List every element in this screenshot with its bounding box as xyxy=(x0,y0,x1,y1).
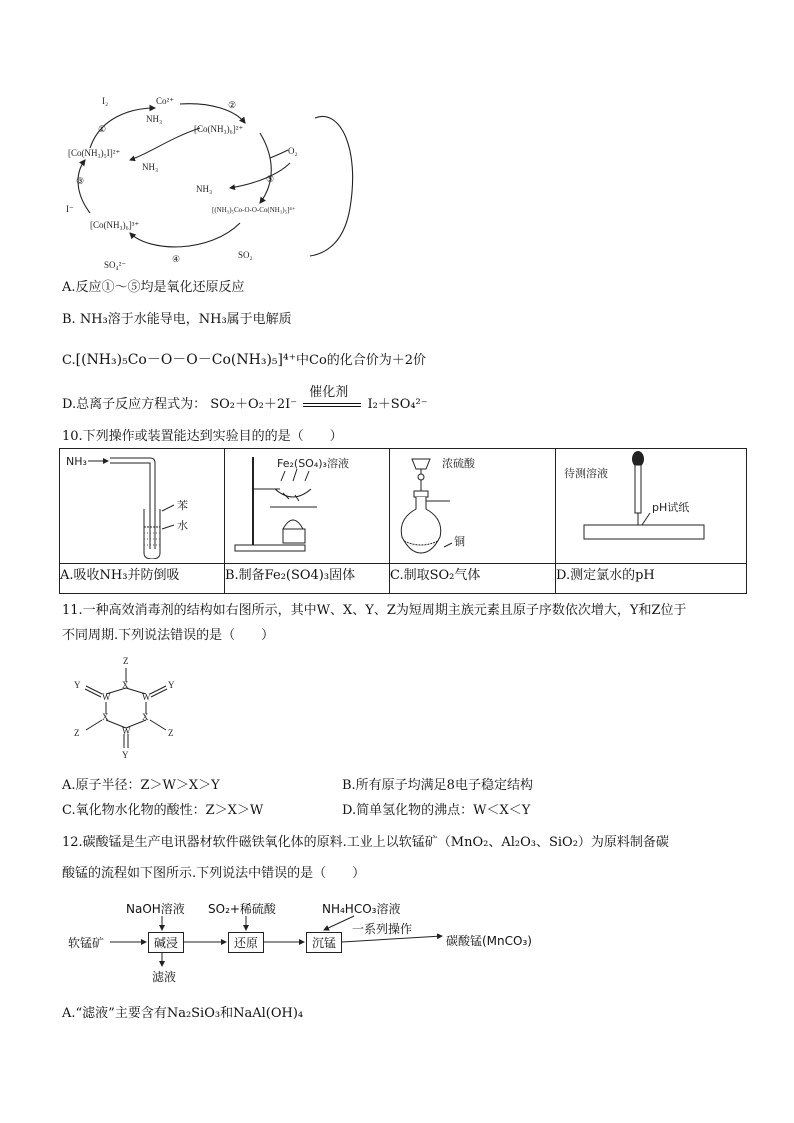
step4-label: ④ xyxy=(172,254,181,264)
flow-step-alkali: 碱浸 xyxy=(148,932,184,953)
q10-caption-d: D.测定氯水的pH xyxy=(556,564,747,594)
c-copper-label: 铜 xyxy=(454,535,465,548)
q11-option-b: B.所有原子均满足8电子稳定结构 xyxy=(342,778,533,793)
q11-stem-line1: 11.一种高效消毒剂的结构如右图所示，其中W、X、Y、Z为短周期主族元素且原子序数依次增大，Y和Z位于 xyxy=(62,603,687,618)
cycle-arc-4 xyxy=(130,223,240,247)
flow-naoh-label: NaOH溶液 xyxy=(126,902,185,916)
flow-filtrate-label: 滤液 xyxy=(152,970,177,984)
complex-6-top-label: [Co(NH₃)₆]²⁺ xyxy=(194,124,244,134)
step3-label: ③ xyxy=(76,176,85,186)
apparatus-c-icon xyxy=(390,449,555,559)
flow-nh4hco3-label: NH₄HCO₃溶液 xyxy=(322,902,401,916)
x-right-label: X xyxy=(142,712,149,722)
apparatus-b-icon xyxy=(225,449,389,559)
z-right-label: Z xyxy=(168,728,174,738)
c-acid-label: 浓硫酸 xyxy=(442,457,475,470)
step5-label: ⑤ xyxy=(266,174,275,184)
q11-option-a: A.原子半径：Z＞W＞X＞Y xyxy=(62,778,220,793)
q9-option-d-left: SO₂＋O₂＋2I⁻ xyxy=(210,397,298,412)
q9-equation-arrow xyxy=(301,385,363,414)
q10-caption-c: C.制取SO₂气体 xyxy=(390,564,556,594)
flow-ore-label: 软锰矿 xyxy=(68,936,105,950)
co2plus-label: Co²⁺ xyxy=(156,96,174,106)
q11-option-c: C.氧化物水化物的酸性：Z＞X＞W xyxy=(62,803,264,818)
q10-image-c xyxy=(390,449,556,564)
q10-image-d xyxy=(556,449,747,564)
z-top-label: Z xyxy=(123,656,129,666)
catalytic-cycle-diagram xyxy=(60,88,380,274)
a-nh3-label: NH₃ xyxy=(66,455,87,468)
q9-option-d-prefix: D.总离子反应方程式为： xyxy=(62,397,207,412)
so2-label: SO₂ xyxy=(238,250,253,260)
q12-flow-diagram xyxy=(62,896,582,988)
d-liquid-label: 待测溶液 xyxy=(564,467,608,480)
q10-apparatus-table xyxy=(59,448,747,594)
flow-so2-label: SO₂+稀硫酸 xyxy=(208,902,276,916)
nh3-left-label: NH₃ xyxy=(142,162,159,172)
q9-option-c-prefix: C. xyxy=(62,353,76,368)
flow-step-reduce: 还原 xyxy=(228,932,264,953)
q11-structure-diagram xyxy=(62,654,192,764)
w-left-label: W xyxy=(102,692,111,702)
nh3-right-label: NH₃ xyxy=(196,184,213,194)
q12-stem-line1: 12.碳酸锰是生产电讯器材软件磁铁氧化体的原料.工业上以软锰矿（MnO₂、Al₂O₃、SiO₂）为原料制备碳 xyxy=(62,835,669,850)
q9-catalyst-label: 催化剂 xyxy=(309,385,349,400)
a-water-label: 水 xyxy=(177,519,188,532)
q10-image-a xyxy=(60,449,225,564)
step2-label: ② xyxy=(228,100,237,110)
q9-option-c-suffix: 中Co的化合价为＋2价 xyxy=(296,353,427,368)
x-left-label: X xyxy=(102,712,109,722)
d-paper-label: pH试纸 xyxy=(652,501,690,514)
i2-label: I₂ xyxy=(102,96,109,106)
apparatus-a-icon xyxy=(60,449,224,559)
q10-caption-a: A.吸收NH₃并防倒吸 xyxy=(60,564,225,594)
z-left-label: Z xyxy=(74,728,80,738)
a-benzene-label: 苯 xyxy=(177,499,188,512)
q9-option-d-right: I₂＋SO₄²⁻ xyxy=(367,397,428,412)
so4-label: SO₄²⁻ xyxy=(104,260,127,270)
q12-stem-line2: 酸锰的流程如下图所示.下列说法中错误的是（ ） xyxy=(62,866,366,881)
o2-label: O₂ xyxy=(288,146,298,156)
b-solution-label: Fe₂(SO₄)₃溶液 xyxy=(277,457,349,470)
y-bottom-label: Y xyxy=(122,750,129,760)
iodide-label: I⁻ xyxy=(66,204,74,214)
w-bottom-label: W xyxy=(122,726,131,736)
q10-caption-b: B.制备Fe₂(SO4)₃固体 xyxy=(225,564,390,594)
flow-ops-label: 一系列操作 xyxy=(352,922,413,936)
apparatus-d-icon xyxy=(556,449,746,559)
nh3-arrow xyxy=(130,128,200,160)
q9-option-a: A.反应①～⑤均是氧化还原反应 xyxy=(62,280,245,295)
complex-i-label: [Co(NH₃)₅I]²⁺ xyxy=(68,148,121,158)
q10-stem: 10.下列操作或装置能达到实验目的的是（ ） xyxy=(62,429,343,444)
step1-label: ① xyxy=(98,124,107,134)
q9-option-b: B. NH₃溶于水能导电，NH₃属于电解质 xyxy=(62,312,292,327)
x-top-label: X xyxy=(122,680,129,690)
complex-3plus-label: [Co(NH₃)₆]³⁺ xyxy=(90,220,140,230)
cycle-arc-big xyxy=(310,116,353,256)
q9-option-c-formula: [(NH₃)₅Co－O－O－Co(NH₃)₅]⁴⁺ xyxy=(75,352,297,368)
y-right-label: Y xyxy=(168,680,175,690)
q10-image-b xyxy=(225,449,390,564)
cycle-arc-3 xyxy=(260,133,271,203)
cycle-arc-5 xyxy=(78,160,90,213)
q9-option-d xyxy=(62,385,428,414)
q11-stem-line2: 不同周期.下列说法错误的是（ ） xyxy=(62,628,275,643)
nh3-out-arrow xyxy=(230,163,290,188)
flow-step-precipitate: 沉锰 xyxy=(306,932,342,953)
q11-option-d: D.简单氢化物的沸点：W＜X＜Y xyxy=(342,803,531,818)
flow-product-label: 碳酸锰(MnCO₃) xyxy=(446,934,532,948)
nh3-top-label: NH₃ xyxy=(146,114,163,124)
flow-arrows xyxy=(62,896,582,988)
o2-arrow xyxy=(270,150,288,158)
y-left-label: Y xyxy=(74,680,81,690)
peroxo-label: [(NH₃)₅Co-O-O-Co(NH₃)₅]⁴⁺ xyxy=(212,206,296,214)
q12-option-a: A.“滤液”主要含有Na₂SiO₃和NaAl(OH)₄ xyxy=(62,1006,304,1021)
w-right-label: W xyxy=(142,692,151,702)
q9-option-c xyxy=(62,351,426,370)
